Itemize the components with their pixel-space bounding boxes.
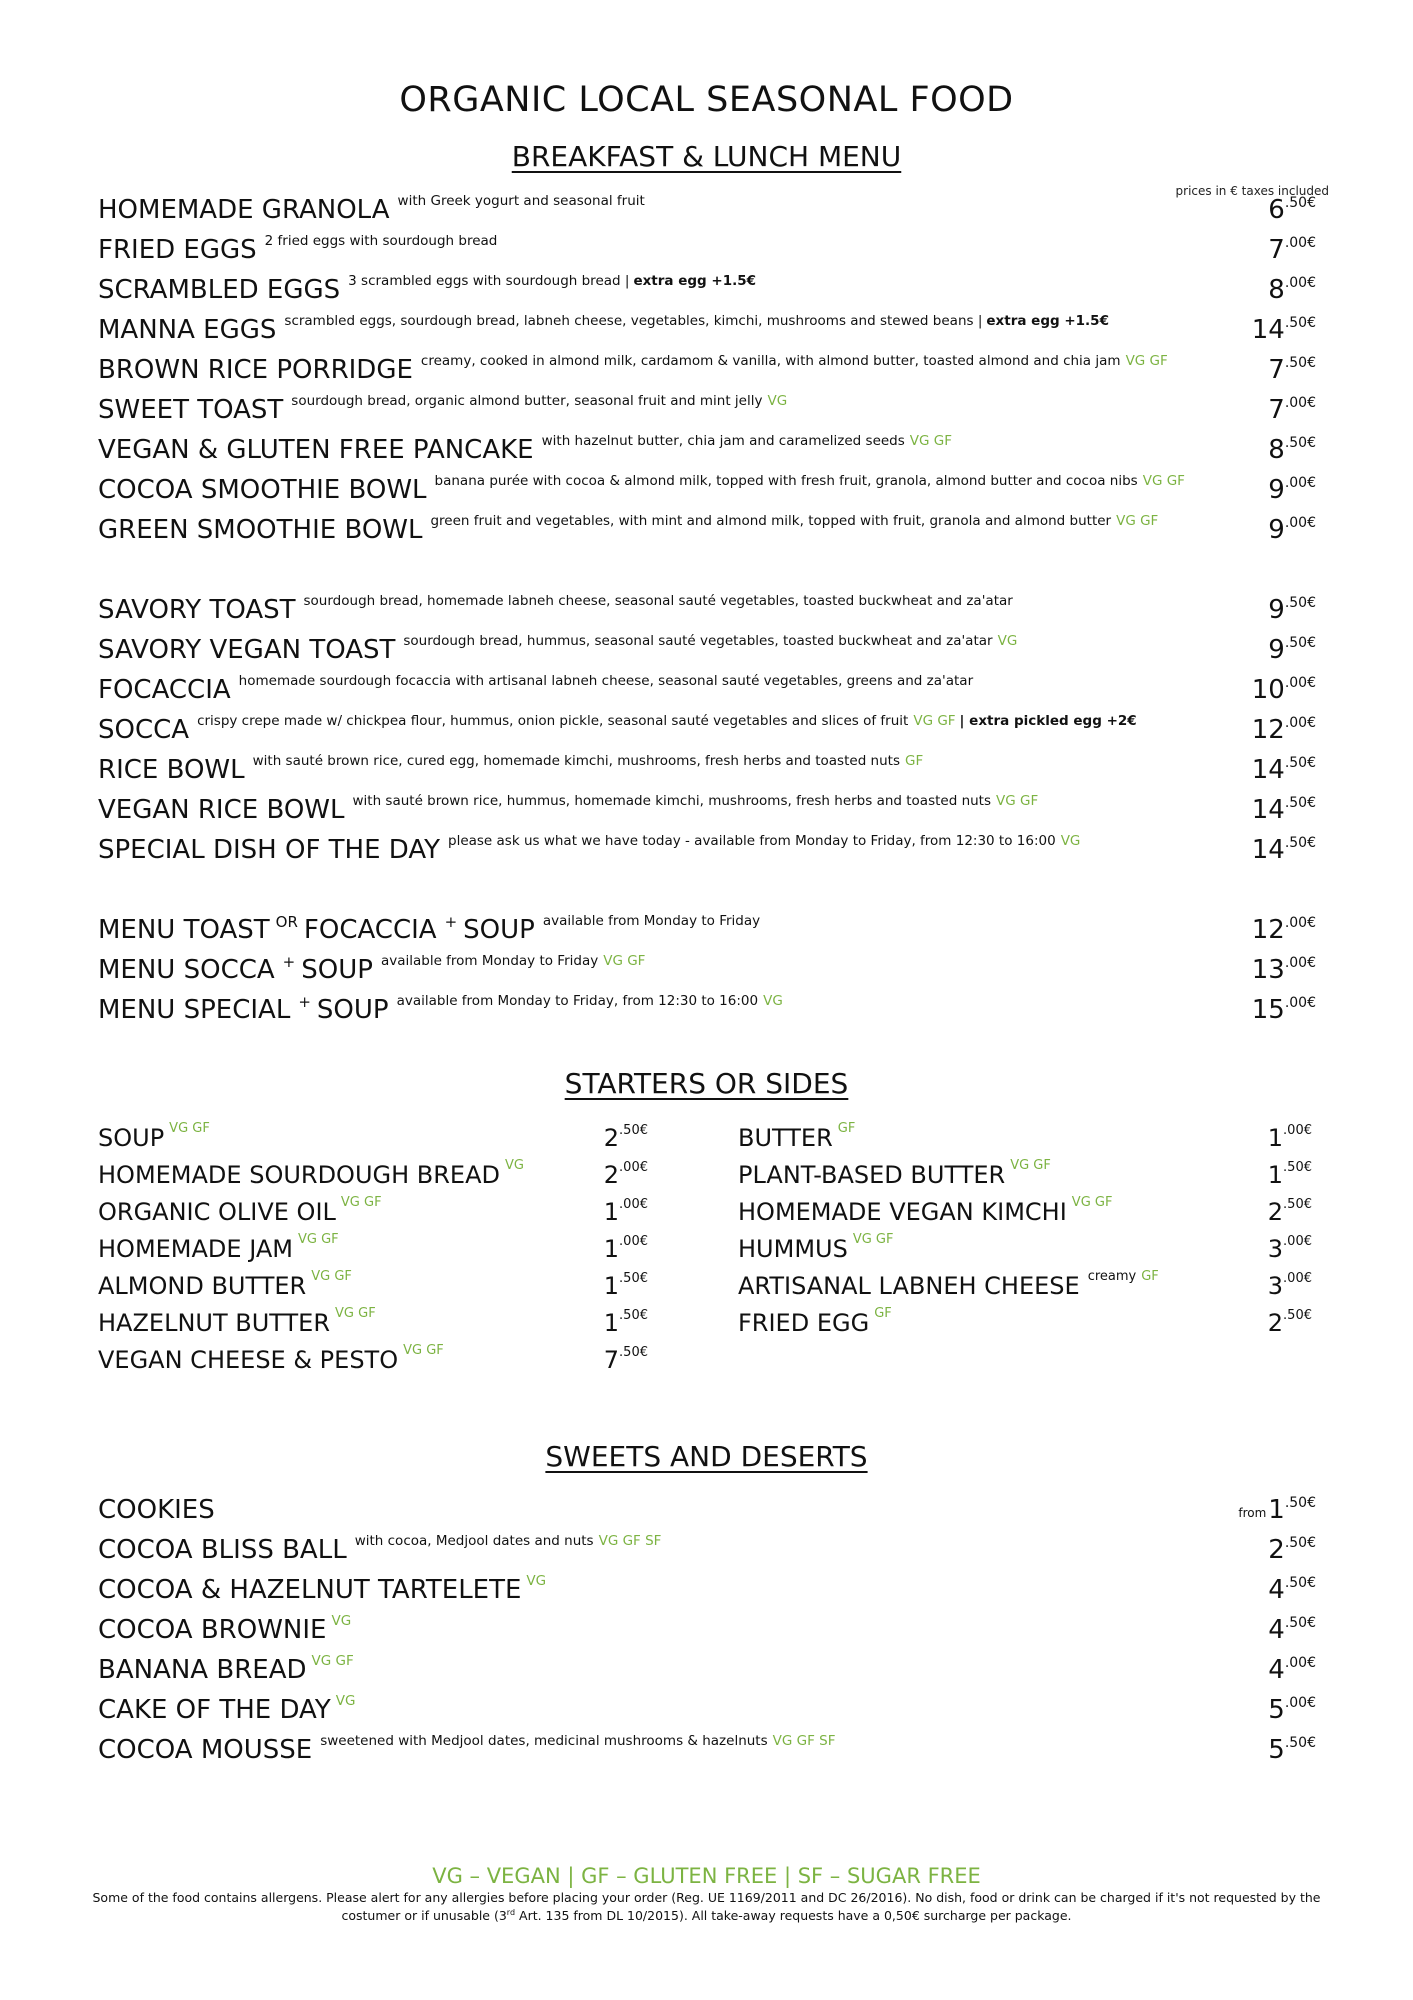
diet-tags: VG GF xyxy=(169,1121,210,1136)
menu-item-row xyxy=(98,750,1316,790)
menu-item-row xyxy=(98,1650,1316,1690)
price-euros: 10 xyxy=(1251,675,1285,705)
side-item-row xyxy=(98,1120,648,1157)
price-cents: .00€ xyxy=(1283,1123,1312,1138)
side-name: VEGAN CHEESE & PESTO xyxy=(98,1346,399,1374)
item-name: COCOA BLISS BALL xyxy=(98,1535,347,1565)
side-name: SOUP xyxy=(98,1124,165,1152)
item-price xyxy=(1268,1120,1312,1157)
price-cents: .50€ xyxy=(1283,1197,1312,1212)
side-description: creamy xyxy=(1087,1269,1137,1284)
side-name: ARTISANAL LABNEH CHEESE xyxy=(738,1272,1080,1300)
item-price xyxy=(604,1342,648,1379)
price-euros: 5 xyxy=(1268,1735,1285,1765)
combo-name: MENU TOAST xyxy=(98,915,270,945)
disclaimer-sup: rd xyxy=(506,1908,516,1917)
breakfast-lunch-title: BREAKFAST & LUNCH MENU xyxy=(511,140,902,173)
menu-item-row xyxy=(98,230,1316,270)
diet-tags: VG GF xyxy=(311,1269,352,1284)
item-name: COCOA SMOOTHIE BOWL xyxy=(98,475,427,505)
diet-tags: VG GF xyxy=(1010,1158,1051,1173)
price-euros: 7 xyxy=(1268,355,1285,385)
price-euros: 2 xyxy=(603,1124,620,1152)
price-euros: 14 xyxy=(1251,315,1285,345)
price-cents: .50€ xyxy=(1284,1535,1316,1551)
combo-description: available from Monday to Friday xyxy=(380,953,599,969)
menu-combo-row xyxy=(98,950,1316,990)
side-name: FRIED EGG xyxy=(738,1309,870,1337)
item-description: green fruit and vegetables, with mint and almond milk, topped with fruit, granola and almond butter xyxy=(430,513,1112,529)
diet-tags: VG GF xyxy=(1116,513,1159,529)
item-price xyxy=(604,1305,648,1342)
price-cents: .50€ xyxy=(1284,435,1316,451)
side-name: HOMEMADE SOURDOUGH BREAD xyxy=(98,1161,500,1189)
item-name: SAVORY TOAST xyxy=(98,595,296,625)
price-euros: 1 xyxy=(603,1309,620,1337)
price-cents: .00€ xyxy=(1284,235,1316,251)
price-euros: 3 xyxy=(1267,1272,1284,1300)
side-item-row xyxy=(98,1231,648,1268)
price-euros: 9 xyxy=(1268,475,1285,505)
price-euros: 1 xyxy=(603,1272,620,1300)
price-cents: .50€ xyxy=(1284,1575,1316,1591)
diet-tags: GF xyxy=(905,753,924,769)
item-price xyxy=(604,1194,648,1231)
price-euros: 1 xyxy=(603,1235,620,1263)
side-item-row xyxy=(738,1305,1312,1342)
price-euros: 7 xyxy=(1268,235,1285,265)
item-price xyxy=(1268,590,1316,630)
price-cents: .00€ xyxy=(1284,1695,1316,1711)
combo-name-c: SOUP xyxy=(463,915,535,945)
price-euros: 6 xyxy=(1268,195,1285,225)
item-price xyxy=(1268,1690,1316,1730)
item-name: RICE BOWL xyxy=(98,755,245,785)
diet-tags: VG xyxy=(763,993,783,1009)
item-price xyxy=(1268,1231,1312,1268)
menu-item-row xyxy=(98,270,1316,310)
diet-tags: VG GF xyxy=(311,1653,354,1669)
item-price xyxy=(604,1268,648,1305)
menu-item-row xyxy=(98,1730,1316,1770)
item-price xyxy=(1252,310,1316,350)
side-name: ALMOND BUTTER xyxy=(98,1272,307,1300)
item-name: BROWN RICE PORRIDGE xyxy=(98,355,413,385)
item-description: sourdough bread, homemade labneh cheese, seasonal sauté vegetables, toasted buckwheat and za'atar xyxy=(303,593,1013,609)
price-cents: .50€ xyxy=(1284,635,1316,651)
item-price xyxy=(1252,750,1316,790)
diet-tags: VG GF xyxy=(403,1343,444,1358)
menu-item-row xyxy=(98,1490,1316,1530)
menu-item-row xyxy=(98,710,1316,750)
item-description: with hazelnut butter, chia jam and caramelized seeds xyxy=(541,433,905,449)
menu-item-row xyxy=(98,470,1316,510)
item-price xyxy=(604,1231,648,1268)
side-item-row xyxy=(738,1120,1312,1157)
combo-description: available from Monday to Friday xyxy=(542,913,761,929)
combo-description: available from Monday to Friday, from 12:30 to 16:00 xyxy=(396,993,759,1009)
price-cents: .50€ xyxy=(1284,355,1316,371)
price-euros: 3 xyxy=(1267,1235,1284,1263)
menu-item-row xyxy=(98,350,1316,390)
price-euros: 5 xyxy=(1268,1695,1285,1725)
item-price xyxy=(604,1157,648,1194)
item-description: with cocoa, Medjool dates and nuts xyxy=(354,1533,594,1549)
price-euros: 4 xyxy=(1268,1655,1285,1685)
price-euros: 13 xyxy=(1251,955,1285,985)
price-cents: .00€ xyxy=(1284,675,1316,691)
price-cents: .50€ xyxy=(619,1271,648,1286)
item-extra: | extra pickled egg +2€ xyxy=(959,713,1137,729)
price-cents: .00€ xyxy=(1284,915,1316,931)
item-description: with sauté brown rice, hummus, homemade kimchi, mushrooms, fresh herbs and toasted nuts xyxy=(352,793,992,809)
price-cents: .50€ xyxy=(1284,1735,1316,1751)
price-cents: .50€ xyxy=(1284,795,1316,811)
item-price xyxy=(1268,190,1316,230)
price-euros: 8 xyxy=(1268,275,1285,305)
diet-legend: VG – VEGAN | GF – GLUTEN FREE | SF – SUGAR FREE xyxy=(432,1864,981,1888)
sides-right-column xyxy=(738,1120,1312,1342)
diet-tags: VG GF xyxy=(603,953,646,969)
menu-combo-row xyxy=(98,910,1316,950)
price-cents: .00€ xyxy=(1284,515,1316,531)
menu-item-row xyxy=(98,1530,1316,1570)
side-item-row xyxy=(738,1157,1312,1194)
menu-item-row xyxy=(98,830,1316,870)
price-cents: .50€ xyxy=(1284,755,1316,771)
side-item-row xyxy=(98,1305,648,1342)
price-cents: .00€ xyxy=(619,1234,648,1249)
diet-tags: VG GF xyxy=(298,1232,339,1247)
diet-tags: VG GF xyxy=(913,713,956,729)
item-price xyxy=(1252,710,1316,750)
item-price xyxy=(604,1120,648,1157)
price-euros: 2 xyxy=(603,1161,620,1189)
price-euros: 2 xyxy=(1267,1198,1284,1226)
item-price xyxy=(1268,630,1316,670)
item-price xyxy=(1252,830,1316,870)
item-description: creamy, cooked in almond milk, cardamom & vanilla, with almond butter, toasted almond and chia jam xyxy=(420,353,1121,369)
side-name: HAZELNUT BUTTER xyxy=(98,1309,331,1337)
combo-name-c: SOUP xyxy=(316,995,389,1025)
item-description: 2 fried eggs with sourdough bread xyxy=(264,233,498,249)
combo-name-b: FOCACCIA xyxy=(303,915,437,945)
price-euros: 1 xyxy=(1268,1495,1285,1525)
sides-left-column xyxy=(98,1120,648,1379)
item-name: FOCACCIA xyxy=(98,675,231,705)
item-price xyxy=(1252,910,1316,950)
price-euros: 14 xyxy=(1251,755,1285,785)
price-cents: .00€ xyxy=(1284,1655,1316,1671)
item-price xyxy=(1268,510,1316,550)
menu-item-row xyxy=(98,670,1316,710)
price-euros: 14 xyxy=(1251,835,1285,865)
item-name: BANANA BREAD xyxy=(98,1655,307,1685)
side-item-row xyxy=(98,1268,648,1305)
item-name: COCOA BROWNIE xyxy=(98,1615,327,1645)
item-price xyxy=(1268,1194,1312,1231)
item-name: SPECIAL DISH OF THE DAY xyxy=(98,835,440,865)
item-description: with sauté brown rice, cured egg, homemade kimchi, mushrooms, fresh herbs and toasted nuts xyxy=(252,753,900,769)
price-cents: .50€ xyxy=(619,1123,648,1138)
item-price xyxy=(1252,790,1316,830)
disclaimer-line-2b: Art. 135 from DL 10/2015). All take-away requests have a 0,50€ surcharge per package. xyxy=(519,1908,1072,1924)
price-cents: .00€ xyxy=(1284,395,1316,411)
price-euros: 14 xyxy=(1251,795,1285,825)
item-extra: extra egg +1.5€ xyxy=(986,313,1109,329)
item-price xyxy=(1268,1305,1312,1342)
price-cents: .00€ xyxy=(619,1160,648,1175)
diet-tags: GF xyxy=(874,1306,892,1321)
side-item-row xyxy=(738,1194,1312,1231)
diet-tags: VG xyxy=(335,1693,356,1709)
price-cents: .50€ xyxy=(1284,315,1316,331)
item-price xyxy=(1268,230,1316,270)
price-cents: .50€ xyxy=(1283,1308,1312,1323)
item-price xyxy=(1252,670,1316,710)
price-euros: 9 xyxy=(1268,635,1285,665)
price-cents: .50€ xyxy=(619,1308,648,1323)
side-item-row xyxy=(738,1231,1312,1268)
item-name: COCOA & HAZELNUT TARTELETE xyxy=(98,1575,522,1605)
side-name: HUMMUS xyxy=(738,1235,848,1263)
item-price xyxy=(1238,1490,1316,1530)
diet-tags: VG GF SF xyxy=(598,1533,662,1549)
diet-tags: VG GF xyxy=(1142,473,1185,489)
price-cents: .00€ xyxy=(619,1197,648,1212)
side-item-row xyxy=(98,1194,648,1231)
item-description: homemade sourdough focaccia with artisanal labneh cheese, seasonal sauté vegetables, greens and za'atar xyxy=(238,673,974,689)
item-price xyxy=(1268,1730,1316,1770)
price-cents: .50€ xyxy=(1283,1160,1312,1175)
price-cents: .00€ xyxy=(1283,1234,1312,1249)
diet-tags: VG xyxy=(331,1613,352,1629)
item-name: SAVORY VEGAN TOAST xyxy=(98,635,396,665)
item-price xyxy=(1268,270,1316,310)
item-name: CAKE OF THE DAY xyxy=(98,1695,331,1725)
item-description: sourdough bread, organic almond butter, seasonal fruit and mint jelly xyxy=(291,393,763,409)
item-description: scrambled eggs, sourdough bread, labneh cheese, vegetables, kimchi, mushrooms and stewed beans | xyxy=(284,313,983,329)
diet-tags: VG GF xyxy=(1071,1195,1113,1210)
diet-tags: VG GF xyxy=(852,1232,894,1247)
diet-tags: VG xyxy=(767,393,788,409)
menu-item-row xyxy=(98,510,1316,550)
price-euros: 8 xyxy=(1268,435,1285,465)
item-name: VEGAN & GLUTEN FREE PANCAKE xyxy=(98,435,534,465)
menu-item-row xyxy=(98,630,1316,670)
item-name: COCOA MOUSSE xyxy=(98,1735,313,1765)
side-name: PLANT-BASED BUTTER xyxy=(738,1161,1006,1189)
menu-item-row xyxy=(98,1570,1316,1610)
price-euros: 1 xyxy=(1267,1124,1284,1152)
combo-name: MENU SOCCA xyxy=(98,955,275,985)
price-euros: 12 xyxy=(1251,915,1285,945)
item-name: GREEN SMOOTHIE BOWL xyxy=(98,515,423,545)
diet-tags: VG GF SF xyxy=(772,1733,836,1749)
item-price xyxy=(1268,1610,1316,1650)
diet-tags: VG GF xyxy=(340,1195,382,1210)
price-from: from xyxy=(1238,1506,1267,1520)
disclaimer-line-1: Some of the food contains allergens. Please alert for any allergies before placing your order (Reg. UE 1169/2011 and DC 26/2016). No dish, food or drink can be charged if it's not requested by the xyxy=(92,1890,1321,1905)
side-name: HOMEMADE JAM xyxy=(98,1235,293,1263)
combo-or: OR xyxy=(275,913,298,931)
allergen-disclaimer xyxy=(80,1890,1333,1923)
price-cents: .00€ xyxy=(1284,995,1316,1011)
item-description: please ask us what we have today - available from Monday to Friday, from 12:30 to 16:00 xyxy=(448,833,1056,849)
item-price xyxy=(1268,1530,1316,1570)
item-description: banana purée with cocoa & almond milk, topped with fresh fruit, granola, almond butter and cocoa nibs xyxy=(434,473,1138,489)
price-euros: 4 xyxy=(1268,1615,1285,1645)
price-euros: 12 xyxy=(1251,715,1285,745)
item-price xyxy=(1268,1268,1312,1305)
item-price xyxy=(1268,1570,1316,1610)
price-cents: .50€ xyxy=(1284,1495,1316,1511)
menu-item-row xyxy=(98,1610,1316,1650)
combo-plus: + xyxy=(282,953,296,971)
sweets-list xyxy=(98,1490,1316,1770)
sweets-title: SWEETS AND DESERTS xyxy=(545,1440,868,1473)
price-euros: 2 xyxy=(1267,1309,1284,1337)
price-cents: .50€ xyxy=(619,1345,648,1360)
menu-item-row xyxy=(98,790,1316,830)
side-name: HOMEMADE VEGAN KIMCHI xyxy=(738,1198,1067,1226)
side-item-row xyxy=(98,1342,648,1379)
price-euros: 2 xyxy=(1268,1535,1285,1565)
diet-tags: VG xyxy=(505,1158,524,1173)
item-price xyxy=(1252,990,1316,1030)
price-euros: 1 xyxy=(1267,1161,1284,1189)
item-description: sweetened with Medjool dates, medicinal mushrooms & hazelnuts xyxy=(320,1733,768,1749)
price-euros: 4 xyxy=(1268,1575,1285,1605)
item-description: 3 scrambled eggs with sourdough bread | xyxy=(348,273,630,289)
menu-item-row xyxy=(98,430,1316,470)
diet-tags: GF xyxy=(837,1121,856,1136)
menu-item-row xyxy=(98,590,1316,630)
prices-note: prices in € taxes included xyxy=(1175,184,1329,198)
diet-tags: VG GF xyxy=(909,433,953,449)
price-euros: 7 xyxy=(1268,395,1285,425)
price-cents: .00€ xyxy=(1284,475,1316,491)
item-extra: extra egg +1.5€ xyxy=(633,273,757,289)
price-cents: .00€ xyxy=(1283,1271,1312,1286)
combo-plus: + xyxy=(298,993,311,1011)
item-description: crispy crepe made w/ chickpea flour, hummus, onion pickle, seasonal sauté vegetables and slices of fruit xyxy=(197,713,909,729)
diet-tags: VG xyxy=(997,633,1018,649)
item-price xyxy=(1268,350,1316,390)
item-name: FRIED EGGS xyxy=(98,235,257,265)
side-name: BUTTER xyxy=(738,1124,833,1152)
menu-item-row xyxy=(98,310,1316,350)
item-name: COOKIES xyxy=(98,1495,215,1525)
price-cents: .50€ xyxy=(1284,1615,1316,1631)
price-euros: 1 xyxy=(603,1198,620,1226)
item-description: sourdough bread, hummus, seasonal sauté vegetables, toasted buckwheat and za'atar xyxy=(403,633,993,649)
item-name: HOMEMADE GRANOLA xyxy=(98,195,390,225)
diet-tags: GF xyxy=(1141,1269,1159,1284)
side-name: ORGANIC OLIVE OIL xyxy=(98,1198,336,1226)
menu-item-row xyxy=(98,1690,1316,1730)
price-cents: .50€ xyxy=(1284,595,1316,611)
price-euros: 15 xyxy=(1251,995,1285,1025)
combo-plus: + xyxy=(444,913,458,931)
item-price xyxy=(1252,950,1316,990)
price-euros: 7 xyxy=(603,1346,620,1374)
item-name: VEGAN RICE BOWL xyxy=(98,795,345,825)
diet-tags: VG xyxy=(1060,833,1081,849)
price-cents: .00€ xyxy=(1284,955,1316,971)
side-item-row xyxy=(738,1268,1312,1305)
item-price xyxy=(1268,1157,1312,1194)
combo-name: MENU SPECIAL xyxy=(98,995,291,1025)
price-cents: .50€ xyxy=(1284,835,1316,851)
item-price xyxy=(1268,470,1316,510)
diet-tags: VG GF xyxy=(1125,353,1168,369)
item-name: SOCCA xyxy=(98,715,190,745)
item-description: with Greek yogurt and seasonal fruit xyxy=(397,193,645,209)
item-price xyxy=(1268,430,1316,470)
starters-title: STARTERS OR SIDES xyxy=(564,1067,849,1100)
main-menu-list xyxy=(98,190,1316,1030)
side-item-row xyxy=(98,1157,648,1194)
menu-combo-row xyxy=(98,990,1316,1030)
price-euros: 9 xyxy=(1268,515,1285,545)
item-price xyxy=(1268,1650,1316,1690)
menu-item-row xyxy=(98,190,1316,230)
price-cents: .00€ xyxy=(1284,715,1316,731)
menu-item-row xyxy=(98,390,1316,430)
item-name: SCRAMBLED EGGS xyxy=(98,275,341,305)
item-name: MANNA EGGS xyxy=(98,315,277,345)
diet-tags: VG GF xyxy=(335,1306,376,1321)
diet-tags: VG xyxy=(526,1573,547,1589)
diet-tags: VG GF xyxy=(996,793,1039,809)
item-name: SWEET TOAST xyxy=(98,395,284,425)
item-price xyxy=(1268,390,1316,430)
price-euros: 9 xyxy=(1268,595,1285,625)
price-cents: .00€ xyxy=(1284,275,1316,291)
main-title: ORGANIC LOCAL SEASONAL FOOD xyxy=(399,80,1014,120)
price-cents: .50€ xyxy=(1284,195,1316,211)
combo-name-c: SOUP xyxy=(301,955,373,985)
disclaimer-line-2a: costumer or if unusable (3 xyxy=(341,1908,507,1924)
